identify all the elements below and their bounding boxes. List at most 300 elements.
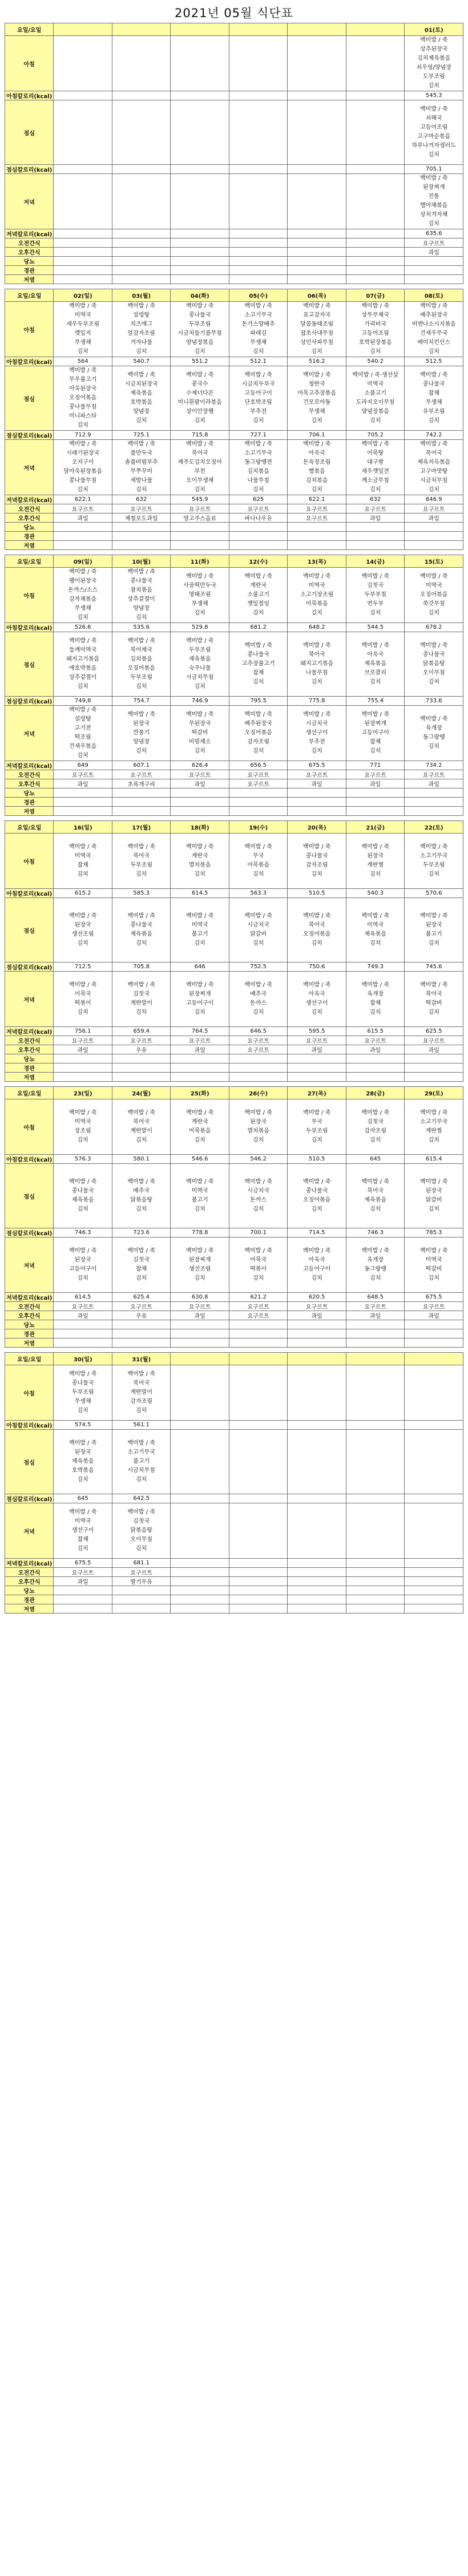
dish-item: 감자조림 — [305, 862, 328, 868]
empty-cell — [288, 541, 346, 550]
dish-item: 김치 — [194, 1275, 205, 1281]
snack-value — [229, 248, 288, 257]
dish-item: 김치 — [136, 940, 147, 947]
dish-item: 떡갈비 — [425, 1000, 442, 1006]
snack-value: 초록개구리 — [112, 779, 171, 788]
am-label: 오전간식 — [5, 1568, 54, 1577]
meal-cell — [288, 1099, 346, 1155]
dish-item: 김치 — [136, 487, 147, 493]
dish-item: 김칫국 — [133, 991, 150, 997]
dish-item: 닭갈비 — [425, 1197, 442, 1203]
dish-item: 북어국 — [367, 1188, 384, 1194]
dish-item: 부친 — [194, 468, 205, 475]
meal-cell — [405, 1365, 463, 1421]
pm-label: 오후간식 — [5, 513, 54, 523]
kcal-value — [229, 1494, 288, 1503]
kcal-value — [346, 91, 405, 100]
week-block — [5, 820, 463, 1082]
dish-item: 무우불고기 — [69, 377, 97, 383]
pm-snack-row — [5, 513, 463, 523]
snack-value: 바나나우유 — [229, 513, 288, 523]
bf-row — [5, 1365, 463, 1421]
dish-item: 백미밥 / 죽 — [244, 982, 272, 988]
dish-item: 김치 — [136, 1275, 147, 1281]
meal-cell — [288, 1503, 346, 1559]
dish-item: 아욱국 — [308, 450, 325, 456]
di-label: 저녁 — [5, 174, 54, 229]
dish-item: 계란찜 — [367, 862, 384, 868]
dish-item: 백미밥 / 죽 — [361, 642, 389, 649]
dish-item: 김치 — [428, 487, 439, 493]
empty-cell — [346, 1073, 405, 1082]
dish-item: 부추전 — [250, 409, 267, 415]
dish-item: 양념장 — [133, 409, 150, 415]
dish-item: 두부조림 — [71, 1389, 94, 1396]
dish-item: 고등어구이 — [361, 730, 389, 736]
meal-cell — [112, 568, 171, 623]
ex2-row — [5, 532, 463, 541]
di_kcal-label: 저녁칼로리(kcal) — [5, 1293, 54, 1302]
week_day-label: 요일/요일 — [5, 23, 54, 36]
meal-cell — [112, 366, 171, 431]
snack-value: 과일 — [346, 1045, 405, 1054]
dish-item: 돈가스양배추 — [241, 321, 275, 327]
dish-item: 된장국 — [250, 1119, 267, 1125]
dish-item: 백미밥 / 죽 — [185, 844, 214, 850]
di-row — [5, 1503, 463, 1559]
dish-item: 미역국 — [425, 583, 442, 589]
dish-item: 두부조림 — [188, 647, 211, 653]
kcal-value: 733.6 — [405, 697, 463, 706]
ex2-label: 경관 — [5, 1063, 54, 1073]
meal-cell — [346, 1365, 405, 1421]
empty-cell — [112, 266, 171, 275]
day-header: 25(화) — [171, 1087, 229, 1099]
ex3-row — [5, 541, 463, 550]
dish-item: 김치 — [370, 679, 381, 685]
dish-item: 미역국 — [308, 583, 325, 589]
ex3-label: 저염 — [5, 275, 54, 284]
day-header — [112, 23, 171, 36]
day-header — [229, 1353, 288, 1365]
kcal-value: 615.4 — [405, 1155, 463, 1164]
empty-cell — [171, 257, 229, 266]
dish-item: 돈육장조림 — [303, 459, 331, 466]
dish-item: 백미밥 / 죽 — [420, 441, 448, 447]
dish-item: 백미밥 / 죽 — [361, 573, 389, 580]
dish-item: 달콤동태조림 — [300, 321, 334, 327]
kcal-value: 734.2 — [405, 761, 463, 770]
dish-item: 진통 — [428, 193, 439, 200]
dish-item: 새우두부조림 — [66, 321, 100, 327]
kcal-value: 561.1 — [112, 1421, 171, 1430]
day-header — [346, 1353, 405, 1365]
kcal-value — [229, 165, 288, 174]
dish-item: 김치 — [370, 748, 381, 754]
day-header — [288, 23, 346, 36]
meal-cell — [405, 1503, 463, 1559]
dish-item: 김치 — [311, 871, 322, 877]
lu_kcal-label: 점심칼로리(kcal) — [5, 165, 54, 174]
meal-cell — [54, 1365, 112, 1421]
kcal-value: 712.9 — [54, 431, 112, 440]
meal-cell — [346, 366, 405, 431]
kcal-value: 632 — [346, 495, 405, 504]
dish-item: 시금치무침 — [186, 674, 214, 681]
empty-cell — [405, 523, 463, 532]
dish-item: 배추국 — [250, 991, 267, 997]
kcal-value: 540.2 — [346, 357, 405, 366]
empty-cell — [288, 1338, 346, 1348]
week-block — [5, 23, 463, 284]
empty-cell — [229, 1320, 288, 1329]
day-header — [171, 23, 229, 36]
dish-item: 백미밥 / 죽 — [68, 707, 97, 713]
dish-item: 백미밥 / 죽 — [68, 303, 97, 309]
dish-item: 백미밥 / 죽 — [185, 573, 214, 580]
dish-item: 백미밥 / 죽 — [302, 303, 331, 309]
empty-cell — [346, 1054, 405, 1063]
empty-cell — [346, 788, 405, 798]
meal-cell — [346, 568, 405, 623]
dish-item: 김치 — [194, 871, 205, 877]
dish-item: 김치 — [77, 940, 88, 947]
empty-cell — [112, 788, 171, 798]
dish-item: 김치 — [136, 1137, 147, 1143]
meal-cell — [229, 1503, 288, 1559]
empty-cell — [229, 1073, 288, 1082]
dish-item: 김치 — [77, 871, 88, 877]
snack-value — [112, 248, 171, 257]
snack-value: 요구르트 — [54, 504, 112, 513]
dish-item: 감자조림 — [130, 1398, 152, 1405]
dish-item: 백미밥 / 죽 — [68, 569, 97, 575]
meal-cell — [288, 36, 346, 91]
dish-item: 어묵국 — [74, 991, 91, 997]
dish-item: 백미밥 / 죽 — [185, 441, 214, 447]
dish-item: 미역국 — [74, 1518, 91, 1524]
meal-cell — [171, 1365, 229, 1421]
day-header: 26(수) — [229, 1087, 288, 1099]
dish-item: 북어국 — [308, 922, 325, 928]
empty-cell — [288, 798, 346, 807]
empty-cell — [54, 523, 112, 532]
empty-cell — [346, 532, 405, 541]
empty-cell — [171, 1329, 229, 1338]
snack-value — [346, 248, 405, 257]
snack-value: 요구르트 — [229, 1311, 288, 1320]
kcal-value: 714.5 — [288, 1228, 346, 1238]
ex1-row — [5, 523, 463, 532]
dish-item: 계란말이 — [130, 1128, 152, 1134]
empty-cell — [229, 1595, 288, 1604]
lu-row — [5, 898, 463, 963]
dish-item: 김치 — [136, 871, 147, 877]
snack-value: 딸기우유 — [112, 1577, 171, 1586]
dish-item: 생선조림 — [71, 931, 94, 937]
dish-item: 김치 — [136, 684, 147, 690]
snack-value — [346, 1568, 405, 1577]
kcal-value: 705.8 — [112, 963, 171, 972]
snack-value: 요구르트 — [54, 1302, 112, 1311]
lu-row — [5, 366, 463, 431]
dish-item: 김치제육볶음 — [417, 55, 451, 62]
dish-item: 된장국 — [74, 1257, 91, 1263]
dish-item: 백미밥 / 죽 — [68, 1509, 97, 1515]
dish-item: 오이무생채 — [186, 478, 214, 484]
dish-item: 오징어볶음 — [303, 931, 331, 937]
dish-item: 김치 — [194, 1137, 205, 1143]
dish-item: 북어국 — [133, 1380, 150, 1386]
dish-item: 백미밥 / 죽 — [185, 1179, 214, 1185]
meal-cell — [112, 1430, 171, 1494]
day-header: 13(목) — [288, 555, 346, 568]
dish-item: 상무무채국 — [361, 312, 389, 318]
lu-row — [5, 632, 463, 697]
empty-cell — [171, 541, 229, 550]
dish-item: 어묵고추장볶음 — [297, 390, 336, 397]
day-header: 12(수) — [229, 555, 288, 568]
ex2-label: 경관 — [5, 1329, 54, 1338]
snack-value: 과일 — [171, 1045, 229, 1054]
dish-item: 된장국 — [74, 922, 91, 928]
dish-item: 상추겉절이 — [127, 596, 155, 602]
dish-item: 김치 — [77, 422, 88, 428]
empty-cell — [288, 266, 346, 275]
dish-item: 시금치된장국 — [124, 381, 158, 387]
meal-cell — [288, 1164, 346, 1228]
kcal-value: 615.2 — [54, 889, 112, 898]
dish-item: 김치 — [370, 1206, 381, 1212]
dish-item: 김치볶음 — [247, 468, 269, 475]
dish-item: 새우깻잎전 — [361, 468, 389, 475]
dish-item: 비엔나소시지볶음 — [411, 321, 456, 327]
day-header: 27(목) — [288, 1087, 346, 1099]
dish-item: 들깨미역국 — [69, 647, 97, 653]
dish-item: 닭갈비 — [250, 931, 267, 937]
empty-cell — [288, 1604, 346, 1613]
dish-item: 백미밥 / 죽 — [244, 1179, 272, 1185]
day-header — [229, 23, 288, 36]
dish-item: 소불고기 — [364, 390, 386, 397]
dish-item: 백미밥 / 죽 — [127, 1110, 155, 1116]
snack-value: 요구르트 — [112, 504, 171, 513]
kcal-value: 564 — [54, 357, 112, 366]
dish-item: 백미밥 / 죽 — [127, 441, 155, 447]
dish-item: 백미밥 / 죽 — [244, 372, 272, 378]
dish-item: 수제너다른 — [186, 390, 214, 397]
bf_kcal-row — [5, 1155, 463, 1164]
dish-item: 겨자나물 — [130, 339, 152, 346]
dish-item: 가리비국 — [364, 321, 386, 327]
empty-cell — [288, 275, 346, 284]
snack-value: 요구르트 — [171, 504, 229, 513]
snack-value: 과일 — [54, 779, 112, 788]
snack-value — [229, 1568, 288, 1577]
dish-item: 콩나물무침 — [69, 478, 97, 484]
dish-item: 김치 — [311, 940, 322, 947]
kcal-value: 706.1 — [288, 431, 346, 440]
dish-item: 김치 — [370, 871, 381, 877]
ex1-row — [5, 257, 463, 266]
meal-cell — [288, 568, 346, 623]
empty-cell — [229, 807, 288, 816]
day-header — [171, 1353, 229, 1365]
kcal-value: 512.1 — [229, 357, 288, 366]
dish-item: 백미밥 / 죽 — [68, 982, 97, 988]
dish-item: 미역국 — [367, 922, 384, 928]
dish-item: 쇠우엉/양념장 — [416, 64, 451, 71]
dish-item: 시금치두부국 — [241, 381, 275, 387]
pm-label: 오후간식 — [5, 248, 54, 257]
meal-cell — [288, 302, 346, 357]
dish-item: 백미밥 / 죽 — [127, 638, 155, 644]
ex2-row — [5, 1595, 463, 1604]
dish-item: 김치 — [311, 1206, 322, 1212]
dish-item: 김치 — [428, 940, 439, 947]
kcal-value: 745.6 — [405, 963, 463, 972]
dish-item: 김치 — [311, 418, 322, 424]
kcal-value — [405, 1494, 463, 1503]
meal-cell — [346, 1238, 405, 1293]
dish-item: 불고기 — [425, 931, 442, 937]
dish-item: 고등어구이 — [186, 1000, 214, 1006]
meal-cell — [171, 1164, 229, 1228]
snack-value: 요구르트 — [405, 1302, 463, 1311]
kcal-value: 622.1 — [288, 495, 346, 504]
dish-item: 두부부침 — [364, 592, 386, 598]
meal-cell — [54, 1238, 112, 1293]
kcal-value — [112, 229, 171, 238]
ex2-label: 경관 — [5, 1595, 54, 1604]
kcal-value — [171, 91, 229, 100]
dish-item: 파래김 — [250, 330, 267, 337]
dish-item: 소고기무국 — [420, 1119, 448, 1125]
bf-label: 아침 — [5, 834, 54, 889]
meal-cell — [112, 632, 171, 697]
dish-item: 닭볶음탕 — [422, 661, 445, 667]
ex1-row — [5, 788, 463, 798]
lu-row — [5, 1164, 463, 1228]
empty-cell — [229, 788, 288, 798]
snack-value: 요구르트 — [405, 238, 463, 248]
kcal-value: 546.6 — [171, 1155, 229, 1164]
day-header: 05(수) — [229, 289, 288, 302]
dish-item: 장조림 — [74, 1128, 91, 1134]
meal-cell — [54, 1099, 112, 1155]
ex2-row — [5, 1329, 463, 1338]
meal-cell — [171, 1503, 229, 1559]
meal-cell — [54, 302, 112, 357]
dish-item: 김칫국 — [367, 1119, 384, 1125]
dish-item: 무생채 — [74, 339, 91, 346]
dish-item: 미역국 — [74, 1119, 91, 1125]
day-header-row — [5, 821, 463, 834]
dish-item: 김치 — [136, 349, 147, 355]
snack-value: 과일 — [288, 1311, 346, 1320]
empty-cell — [405, 1338, 463, 1348]
dish-item: 백미밥 / 죽 — [68, 1110, 97, 1116]
dish-item: 팽이된장국 — [69, 578, 97, 584]
meal-cell — [229, 1099, 288, 1155]
empty-cell — [171, 1063, 229, 1073]
kcal-value: 621.2 — [229, 1293, 288, 1302]
dish-item: 부추전 — [308, 739, 325, 745]
dish-item: 햄볶음 — [308, 468, 325, 475]
dish-item: 감자채볶음 — [69, 596, 97, 602]
ex2-row — [5, 1063, 463, 1073]
lu_kcal-row — [5, 1494, 463, 1503]
dish-item: 백미밥 / 죽 — [420, 106, 448, 112]
dish-item: 된장국 — [74, 1449, 91, 1455]
dish-item: 백미밥 / 죽 — [68, 1179, 97, 1185]
empty-cell — [346, 257, 405, 266]
kcal-value — [112, 91, 171, 100]
kcal-value: 705.2 — [346, 431, 405, 440]
dish-item: 백미밥 / 죽 — [68, 913, 97, 919]
dish-item: 백미밥 / 죽 — [68, 638, 97, 644]
dish-item: 백미밥 / 죽 — [185, 638, 214, 644]
dish-item: 닭볶음탕 — [130, 1527, 152, 1534]
kcal-value: 570.6 — [405, 889, 463, 898]
dish-item: 김치 — [370, 487, 381, 493]
dish-item: 김치 — [428, 871, 439, 877]
dish-item: 제육볶음 — [364, 1197, 386, 1203]
dish-item: 오지구이 — [71, 459, 94, 466]
ex3-row — [5, 1338, 463, 1348]
snack-value: 요구르트 — [288, 1036, 346, 1045]
empty-cell — [346, 275, 405, 284]
empty-cell — [171, 523, 229, 532]
dish-item: 미니흰팥이라볶음 — [177, 399, 222, 406]
lu_kcal-row — [5, 1228, 463, 1238]
dish-item: 백미밥 / 죽 — [302, 1248, 331, 1254]
di-label: 저녁 — [5, 1238, 54, 1293]
pm-label: 오후간식 — [5, 1577, 54, 1586]
snack-value — [229, 238, 288, 248]
dish-item: 김치 — [370, 610, 381, 616]
empty-cell — [405, 798, 463, 807]
snack-value: 과일 — [346, 779, 405, 788]
lu_kcal-row — [5, 431, 463, 440]
kcal-value: 563.3 — [229, 889, 288, 898]
dish-item: 김치 — [370, 940, 381, 947]
dish-item: 백미밥 / 죽 — [420, 716, 448, 722]
dish-item: 미역국 — [74, 853, 91, 859]
meal-cell — [288, 1238, 346, 1293]
day-header: 01(토) — [405, 23, 463, 36]
di-label: 저녁 — [5, 706, 54, 761]
kcal-value — [229, 91, 288, 100]
dish-item: 백미밥 / 죽 — [244, 844, 272, 850]
dish-item: 감자조림 — [364, 1128, 386, 1134]
empty-cell — [54, 1604, 112, 1613]
empty-cell — [112, 807, 171, 816]
empty-cell — [54, 532, 112, 541]
empty-cell — [288, 1063, 346, 1073]
meal-cell — [346, 174, 405, 229]
empty-cell — [54, 1329, 112, 1338]
day-header-row — [5, 289, 463, 302]
lu-label: 점심 — [5, 632, 54, 697]
dish-item: 무생채 — [250, 339, 267, 346]
dish-item: 백미밥 / 죽 — [185, 1248, 214, 1254]
dish-item: 잡채 — [136, 1266, 147, 1272]
pm-label: 오후간식 — [5, 1045, 54, 1054]
dish-item: 떡갈비 — [191, 730, 208, 736]
dish-item: 김치 — [253, 610, 264, 616]
dish-item: 무생채 — [74, 1398, 91, 1405]
